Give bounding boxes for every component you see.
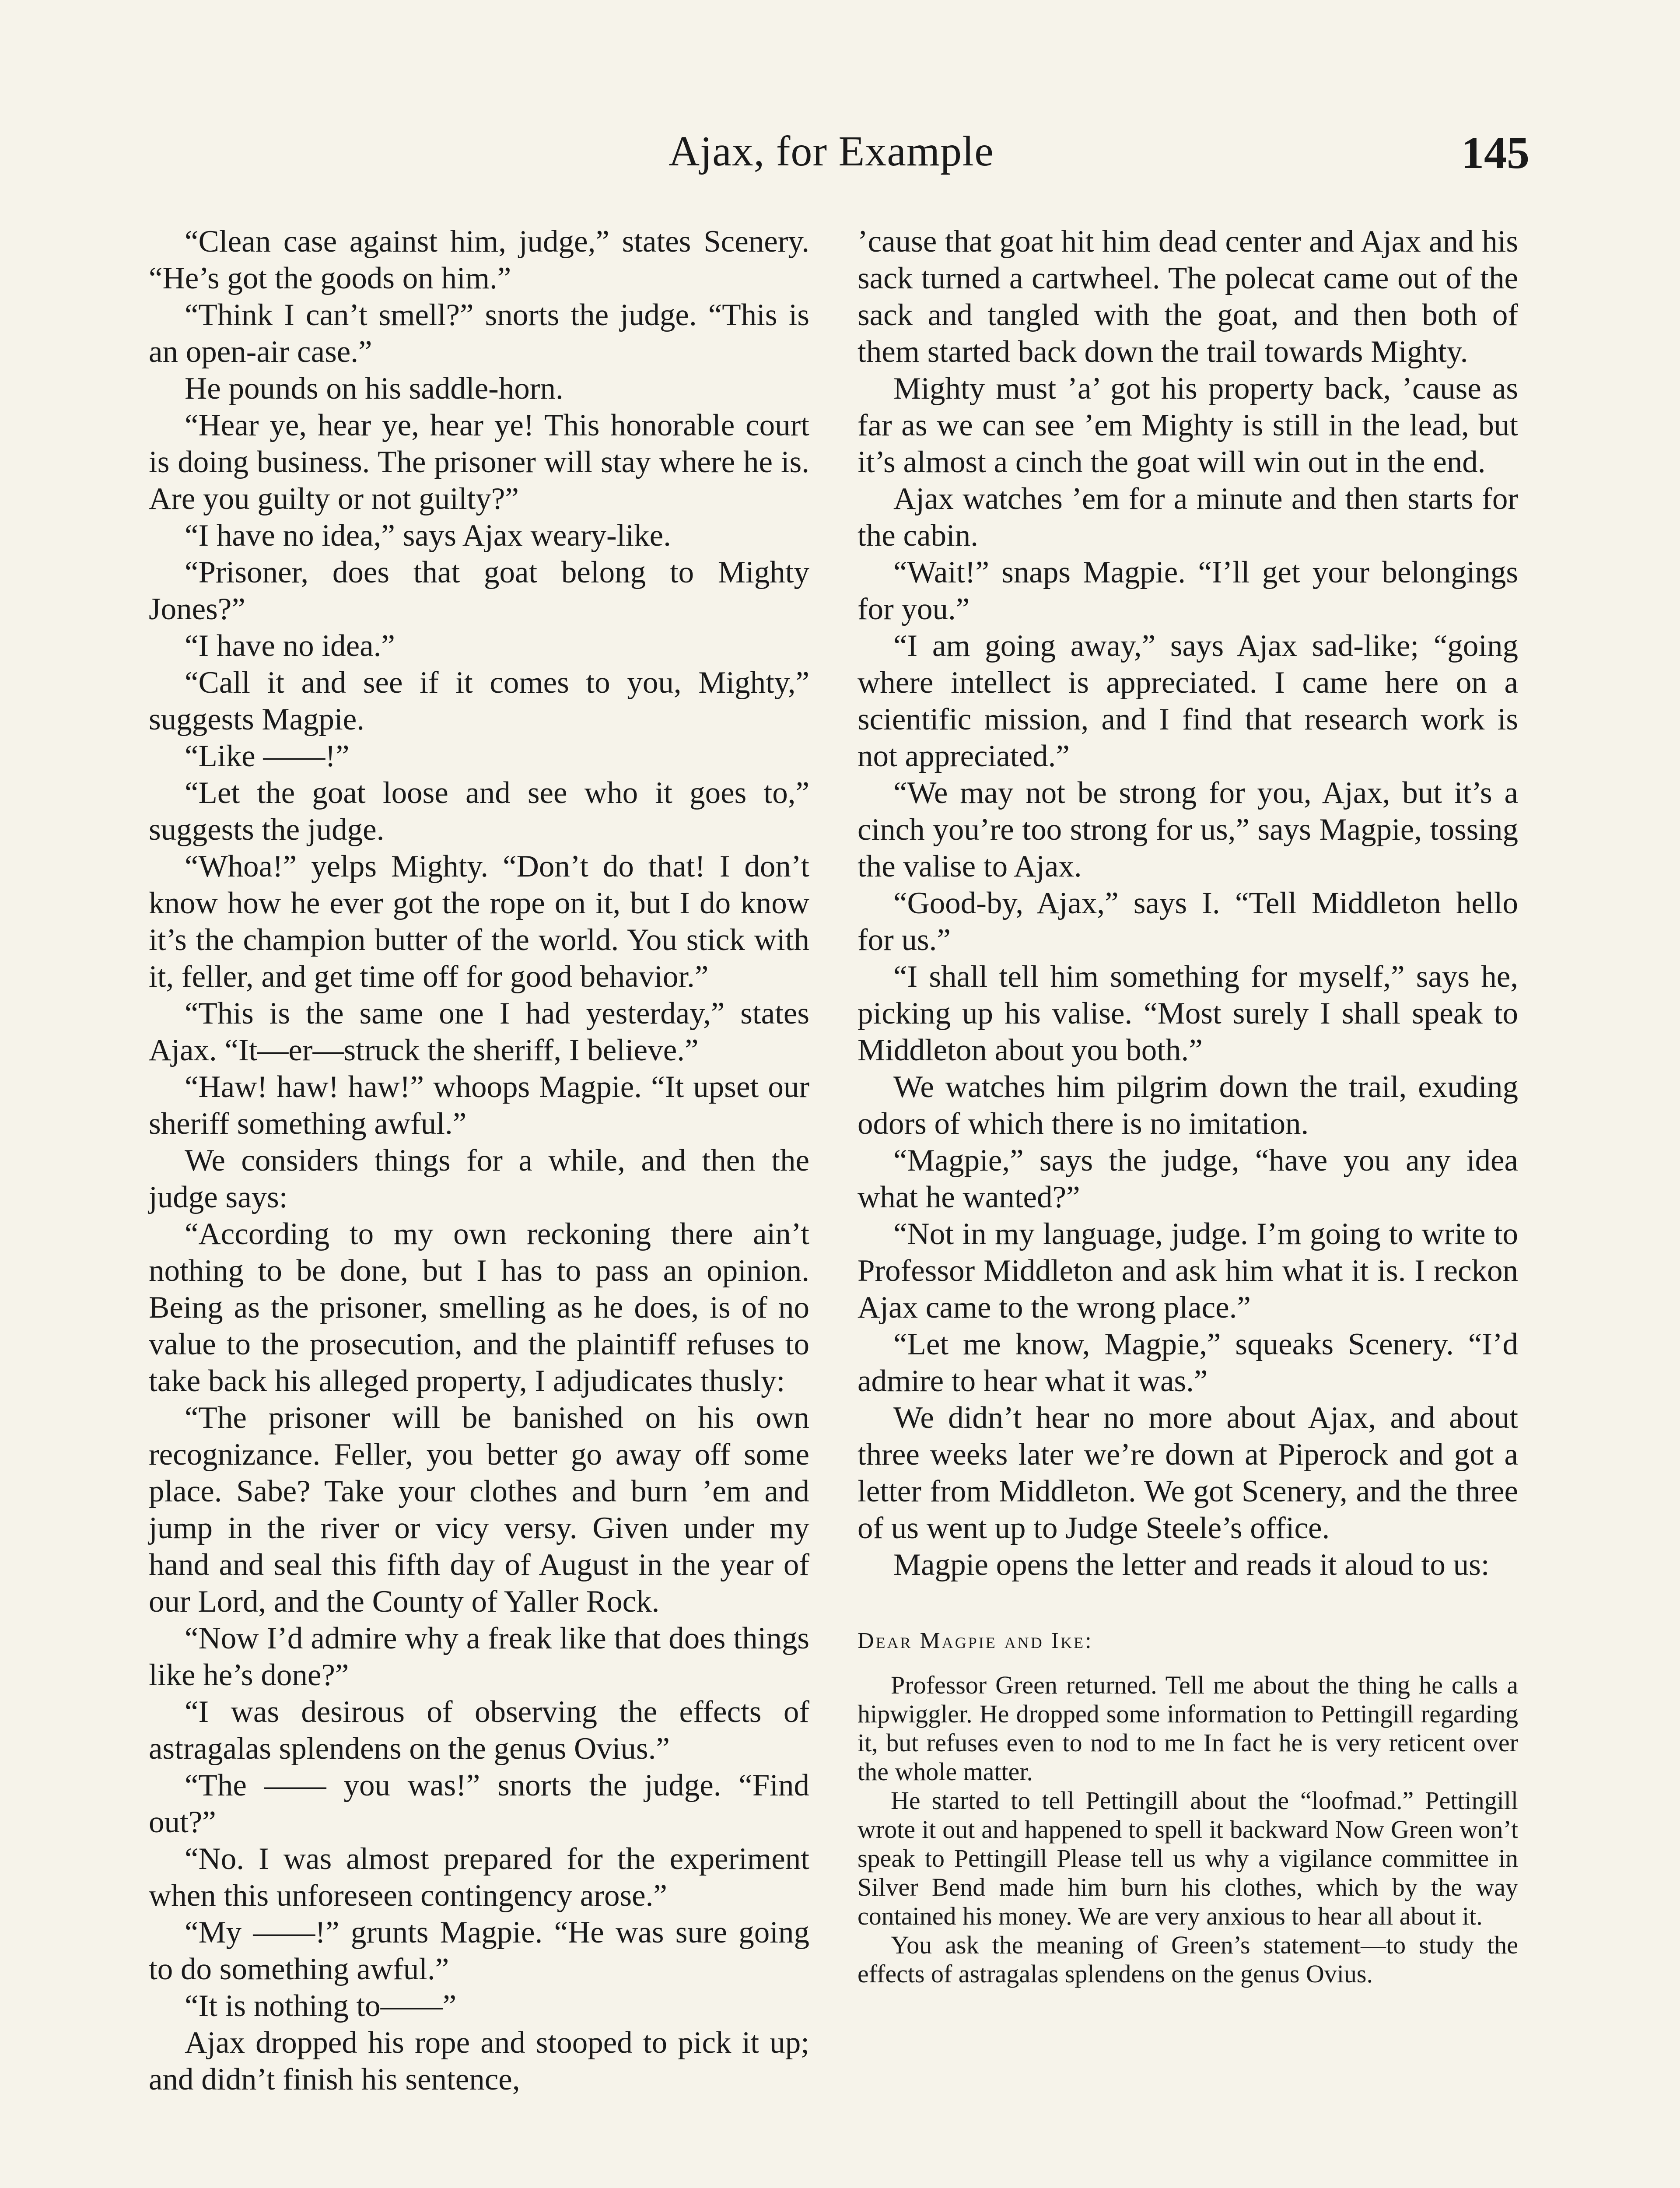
paragraph: We watches him pilgrim down the trail, exuding odors of which there is no imitation. (858, 1070, 1518, 1141)
paragraph: “Wait!” snaps Magpie. “I’ll get your belongings for you.” (858, 555, 1518, 626)
paragraph: “I am going away,” says Ajax sad-like; “going where intellect is appreciated. I came here on a scientific mission, and I find that research work is not appreciated.” (858, 629, 1518, 773)
paragraph: “Like ——!” (185, 739, 350, 773)
paragraph: “Magpie,” says the judge, “have you any idea what he wanted?” (858, 1143, 1518, 1214)
paragraph: “I have no idea.” (185, 629, 395, 663)
paragraph: ’cause that goat hit him dead center and Ajax and his sack turned a cartwheel. The polecat came out of the sack and tangled with the goat, and then both of them started back down the trail towards Mighty. (858, 224, 1518, 369)
letter-paragraph: You ask the meaning of Green’s statement—to study the effects of astragalas splendens on the genus Ovius. (858, 1931, 1518, 1988)
paragraph: “Haw! haw! haw!” whoops Magpie. “It upset our sheriff something awful.” (149, 1070, 809, 1141)
paragraph: “Good-by, Ajax,” says I. “Tell Middleton hello for us.” (858, 886, 1518, 957)
letter-paragraph: Professor Green returned. Tell me about the thing he calls a hipwiggler. He dropped some information to Pettingill regarding it, but refuses even to nod to me In fact he is very reticent over the whole matter. (858, 1671, 1518, 1786)
paragraph: “Now I’d admire why a freak like that does things like he’s done?” (149, 1621, 809, 1692)
paragraph: Ajax dropped his rope and stooped to pick it up; and didn’t finish his sentence, (149, 2026, 809, 2097)
paragraph: “I have no idea,” says Ajax weary-like. (185, 519, 671, 553)
paragraph: He pounds on his saddle-horn. (185, 372, 564, 406)
paragraph: “I shall tell him something for myself,” says he, picking up his valise. “Most surely I shall speak to Middleton about you both.” (858, 960, 1518, 1067)
paragraph: “Call it and see if it comes to you, Mighty,” suggests Magpie. (149, 666, 809, 736)
paragraph: We considers things for a while, and then the judge says: (149, 1143, 809, 1214)
paragraph: “The —— you was!” snorts the judge. “Find out?” (149, 1768, 809, 1839)
paragraph: “This is the same one I had yesterday,” states Ajax. “It—er—struck the sheriff, I believe.” (149, 996, 809, 1067)
paragraph: Ajax watches ’em for a minute and then starts for the cabin. (858, 482, 1518, 553)
paragraph: “According to my own reckoning there ain’t nothing to be done, but I has to pass an opinion. Being as the prisoner, smelling as he does, is of no value to the prosecution, and the plaintiff refuses to take back his alleged property, I adjudicates thusly: (149, 1217, 809, 1398)
paragraph: “Whoa!” yelps Mighty. “Don’t do that! I don’t know how he ever got the rope on it, but I do know it’s the champion butter of the world. You stick with it, feller, and get time off for good behavior.” (149, 849, 809, 994)
paragraph: “Prisoner, does that goat belong to Mighty Jones?” (149, 555, 809, 626)
page-title: Ajax, for Example (668, 128, 994, 175)
paragraph: “It is nothing to——” (185, 1989, 457, 2023)
paragraph: “The prisoner will be banished on his own recognizance. Feller, you better go away off some place. Sabe? Take your clothes and burn ’em and jump in the river or vicy versy. Given under my hand and seal this fifth day of August in the year of our Lord, and the County of Yaller Rock. (149, 1401, 809, 1619)
letter-paragraph: He started to tell Pettingill about the “loofmad.” Pettingill wrote it out and happened to spell it backward Now Green won’t speak to Pettingill Please tell us why a vigilance committee in Silver Bend made him burn his clothes, which by the way contained his money. We are very anxious to hear all about it. (858, 1786, 1518, 1930)
paragraph: We didn’t hear no more about Ajax, and about three weeks later we’re down at Piperock and got a letter from Middleton. We got Scenery, and the three of us went up to Judge Steele’s office. (858, 1401, 1518, 1545)
paragraph: Mighty must ’a’ got his property back, ’cause as far as we can see ’em Mighty is still in the lead, but it’s almost a cinch the goat will win out in the end. (858, 372, 1518, 479)
letter-body (858, 1671, 1518, 1988)
right-column (858, 223, 1518, 1988)
left-column (149, 223, 809, 2098)
paragraph: “My ——!” grunts Magpie. “He was sure going to do something awful.” (149, 1915, 809, 1986)
letter (858, 1623, 1518, 1988)
paragraph: “Let the goat loose and see who it goes to,” suggests the judge. (149, 776, 809, 847)
paragraph: “Not in my language, judge. I’m going to write to Professor Middleton and ask him what it is. I reckon Ajax came to the wrong place.” (858, 1217, 1518, 1325)
paragraph: “We may not be strong for you, Ajax, but it’s a cinch you’re too strong for us,” says Magpie, tossing the valise to Ajax. (858, 776, 1518, 884)
letter-salutation: Dear Magpie and Ike: (858, 1628, 1093, 1653)
paragraph: “I was desirous of observing the effects of astragalas splendens on the genus Ovius.” (149, 1695, 809, 1766)
paragraph: “Clean case against him, judge,” states Scenery. “He’s got the goods on him.” (149, 224, 809, 295)
paragraph: Magpie opens the letter and reads it aloud to us: (893, 1548, 1490, 1582)
paragraph: “Hear ye, hear ye, hear ye! This honorable court is doing business. The prisoner will stay where he is. Are you guilty or not guilty?” (149, 408, 809, 516)
paragraph: “No. I was almost prepared for the experiment when this unforeseen contingency arose.” (149, 1842, 809, 1913)
paragraph: “Let me know, Magpie,” squeaks Scenery. “I’d admire to hear what it was.” (858, 1327, 1518, 1398)
paragraph: “Think I can’t smell?” snorts the judge. “This is an open-air case.” (149, 298, 809, 369)
page-number: 145 (1461, 128, 1530, 178)
